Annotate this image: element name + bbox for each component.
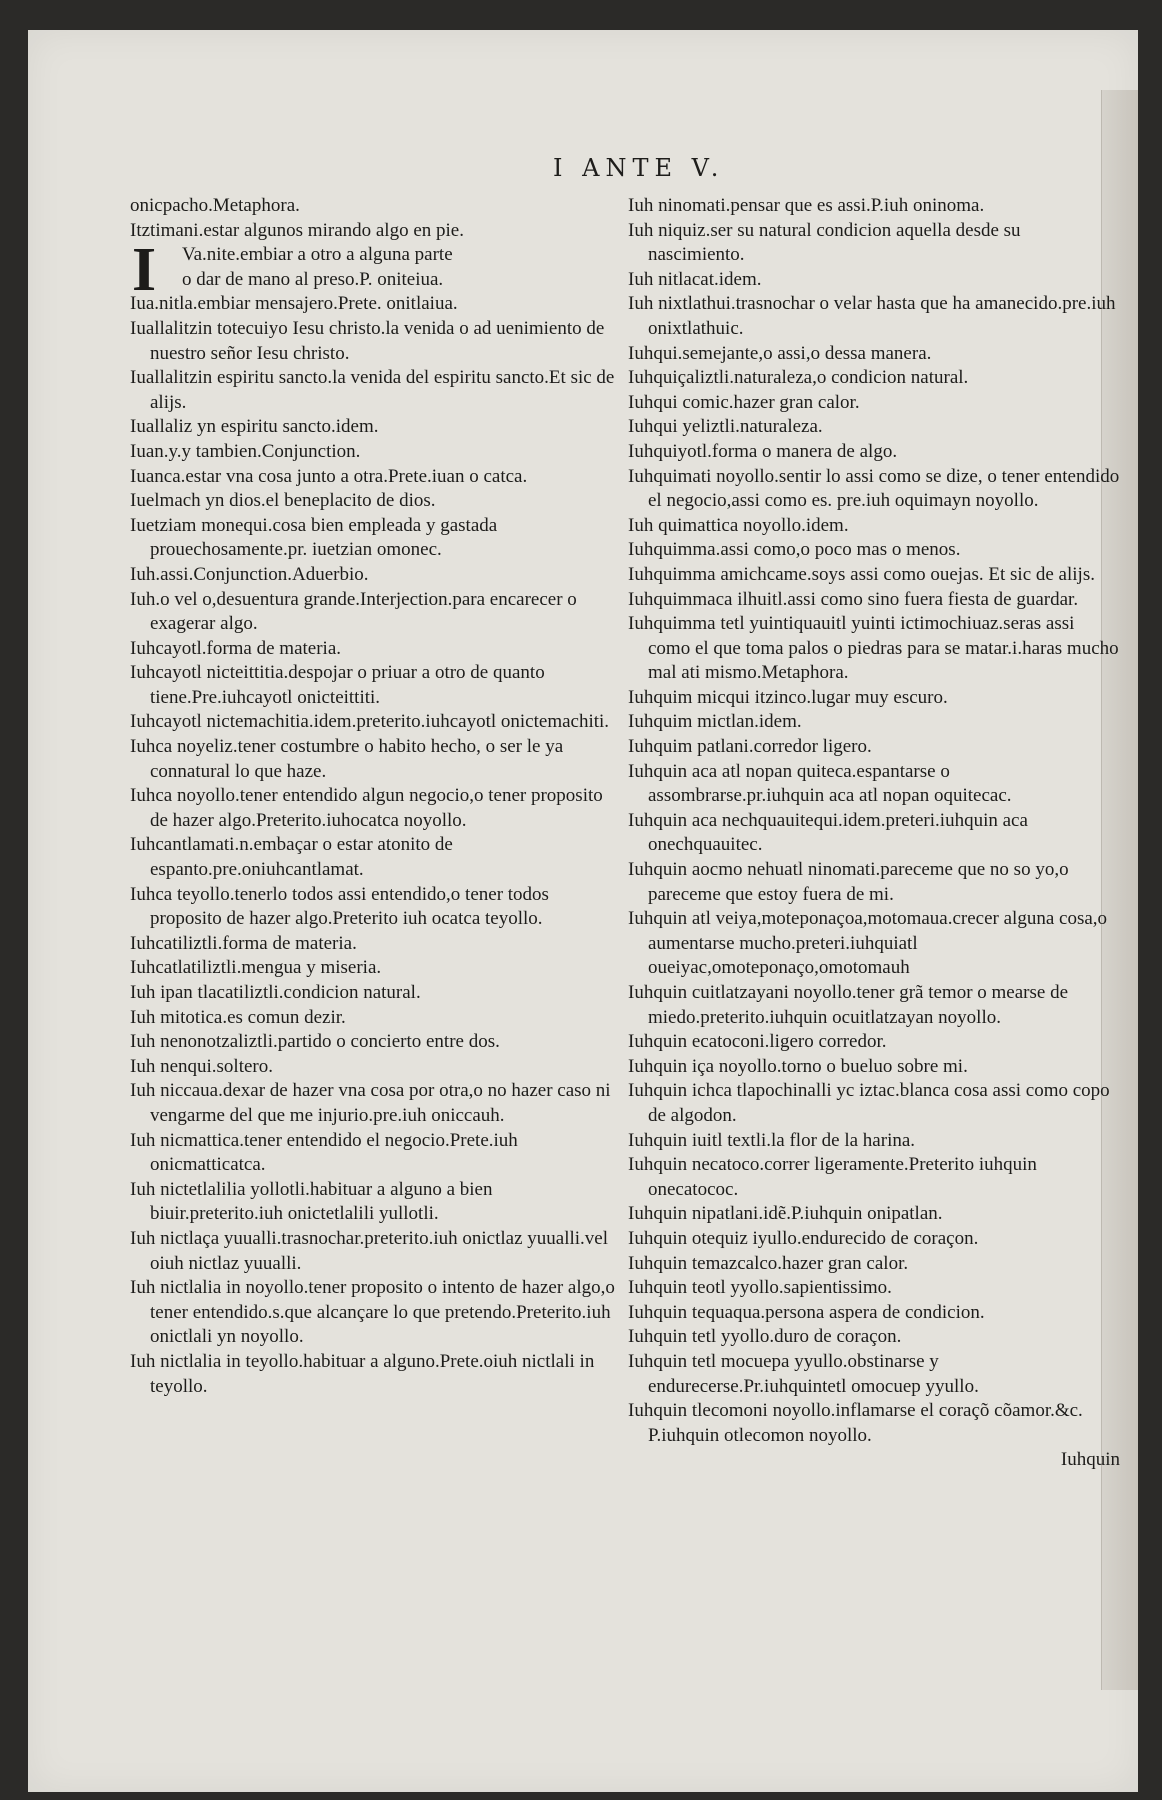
dictionary-entry: Iuhquin aca atl nopan quiteca.espantarse o assombrarse.pr.iuhquin aca atl nopan oquitecac. — [628, 760, 1012, 807]
text-line: onicpacho.Metaphora. — [130, 195, 300, 216]
dictionary-entry: Iuhquiyotl.forma o manera de algo. — [628, 440, 898, 462]
dictionary-entry: Iua.nitla.embiar mensajero.Prete. onitlaiua. — [130, 293, 458, 315]
dropcap-letter: I — [132, 236, 157, 305]
dictionary-entry: Iuhca teyollo.tenerlo todos assi entendido,o tener todos proposito de hazer algo.Preterito iuh ocatca teyollo. — [130, 883, 549, 930]
running-title: I ANTE V. — [553, 154, 725, 182]
dictionary-entry: Iuhqui.semejante,o assi,o dessa manera. — [628, 342, 932, 364]
dictionary-entry: Iuan.y.y tambien.Conjunction. — [130, 440, 361, 462]
dictionary-entry: Iuhqui yeliztli.naturaleza. — [628, 416, 823, 438]
dictionary-entry: Iuhquiçaliztli.naturaleza,o condicion natural. — [628, 367, 969, 389]
dictionary-entry: Iuh niccaua.dexar de hazer vna cosa por otra,o no hazer caso ni vengarme del que me injurio.pre.iuh oniccauh. — [130, 1080, 611, 1126]
dictionary-entry: Iuhquin ichca tlapochinalli yc iztac.blanca cosa assi como copo de algodon. — [628, 1080, 1110, 1126]
dictionary-entry: Iuhcatlatiliztli.mengua y miseria. — [130, 957, 382, 979]
dictionary-entry: Iuhquimati noyollo.sentir lo assi como se dize, o tener entendido el negocio,assi como es. pre.iuh oquimayn noyollo. — [628, 465, 1120, 512]
dictionary-entry: Iuhcayotl nicteittitia.despojar o priuar a otro de quanto tiene.Pre.iuhcayotl onicteittiti. — [130, 662, 545, 708]
dropcap-line: o dar de mano al preso.P. oniteiua. — [182, 268, 444, 290]
dictionary-entry: Iuhca noyollo.tener entendido algun negocio,o tener proposito de hazer algo.Preterito.iuhocatca noyollo. — [130, 785, 603, 831]
dictionary-entry: Iuh nictetlalilia yollotli.habituar a alguno a bien biuir.preterito.iuh onictetlalili yullotli. — [130, 1178, 493, 1225]
dictionary-entry: Iuhquin necatoco.correr ligeramente.Preterito iuhquin onecatococ. — [628, 1154, 1037, 1200]
dictionary-entry: Iuanca.estar vna cosa junto a otra.Prete.iuan o catca. — [130, 465, 528, 487]
dictionary-entry: Iuh nitlacat.idem. — [628, 268, 762, 290]
dictionary-entry: Iuhquimma amichcame.soys assi como ouejas. Et sic de alijs. — [628, 563, 1095, 585]
dictionary-entry: Iuhca noyeliz.tener costumbre o habito hecho, o ser le ya connatural lo que haze. — [130, 736, 564, 782]
left-entries — [130, 292, 620, 1399]
dictionary-entry: Iuallalitzin espiritu sancto.la venida del espiritu sancto.Et sic de alijs. — [130, 367, 615, 413]
dictionary-entry: Iuhquim micqui itzinco.lugar muy escuro. — [628, 686, 948, 708]
dictionary-entry: Iuh nictlalia in noyollo.tener proposito o intento de hazer algo,o tener entendido.s.que alcançare lo que pretendo.Preterito.iuh onictlali yn noyollo. — [130, 1277, 615, 1348]
catchword: Iuhquin — [1060, 1449, 1120, 1471]
dictionary-entry: Iuhquin cuitlatzayani noyollo.tener grã temor o mearse de miedo.preterito.iuhquin ocuitlatzayan noyollo. — [628, 982, 1069, 1028]
dictionary-entry: Iuhquimma.assi como,o poco mas o menos. — [628, 539, 961, 561]
dictionary-entry: Iuhquin aocmo nehuatl ninomati.pareceme que no so yo,o pareceme que estoy fuera de mi. — [628, 859, 1069, 905]
right-entries — [628, 194, 1120, 1448]
dictionary-entry: Iuhqui comic.hazer gran calor. — [628, 391, 860, 413]
dictionary-entry: Iuhcatiliztli.forma de materia. — [130, 932, 357, 954]
dictionary-entry: Iuhquin teotl yyollo.sapientissimo. — [628, 1277, 892, 1299]
dictionary-entry: Iuallalitzin totecuiyo Iesu christo.la venida o ad uenimiento de nuestro señor Iesu christo. — [130, 317, 605, 364]
dictionary-entry: Iuhquimma tetl yuintiquauitl yuinti ictimochiuaz.seras assi como el que toma palos o piedras para se matar.i.haras mucho mal ati mismo.Metaphora. — [628, 613, 1119, 684]
left-column — [130, 194, 620, 1399]
dictionary-entry: Iuh nictlalia in teyollo.habituar a alguno.Prete.oiuh nictlali in teyollo. — [130, 1350, 595, 1397]
dictionary-entry: Iuetziam monequi.cosa bien empleada y gastada prouechosamente.pr. iuetzian omonec. — [130, 514, 498, 561]
dropcap-line: Va.nite.embiar a otro a alguna parte — [182, 244, 453, 266]
dictionary-entry: Iuh nicmattica.tener entendido el negocio.Prete.iuh onicmatticatca. — [130, 1129, 518, 1176]
dictionary-entry: Iuhquin tequaqua.persona aspera de condicion. — [628, 1301, 985, 1323]
dictionary-entry: Iuhquimmaca ilhuitl.assi como sino fuera fiesta de guardar. — [628, 588, 1079, 610]
right-column — [628, 194, 1120, 1473]
dictionary-entry: Itztimani.estar algunos mirando algo en pie. — [130, 219, 464, 241]
dictionary-entry: Iuhquin nipatlani.idẽ.P.iuhquin onipatlan. — [628, 1203, 943, 1225]
dictionary-entry: Iuhquin tlecomoni noyollo.inflamarse el coraçõ cõamor.&c. P.iuhquin otlecomon noyollo. — [628, 1400, 1083, 1446]
dictionary-entry: Iuh ipan tlacatiliztli.condicion natural. — [130, 982, 421, 1003]
dictionary-entry: Iuh nenonotzaliztli.partido o concierto entre dos. — [130, 1031, 500, 1053]
dictionary-entry: Iuhcayotl nictemachitia.idem.preterito.iuhcayotl onictemachiti. — [130, 711, 610, 733]
dictionary-entry: Iuhcantlamati.n.embaçar o estar atonito de espanto.pre.oniuhcantlamat. — [130, 834, 453, 881]
dictionary-entry: Iuh.assi.Conjunction.Aduerbio. — [130, 563, 369, 585]
dictionary-entry: Iuh nictlaça yuualli.trasnochar.preterito.iuh onictlaz yuualli.vel oiuh nictlaz yuualli. — [130, 1227, 608, 1274]
dictionary-entry: Iuallaliz yn espiritu sancto.idem. — [130, 416, 379, 438]
dictionary-entry: Iuh quimattica noyollo.idem. — [628, 514, 849, 536]
dictionary-entry: Iuhcayotl.forma de materia. — [130, 637, 342, 659]
dictionary-entry: Iuhquin iça noyollo.torno o bueluo sobre mi. — [628, 1055, 968, 1077]
book-page — [28, 30, 1138, 1792]
dictionary-entry: Iuelmach yn dios.el beneplacito de dios. — [130, 490, 436, 512]
dictionary-entry: Iuhquin iuitl textli.la flor de la harina. — [628, 1129, 916, 1151]
dictionary-entry: Iuhquin atl veiya,moteponaçoa,motomaua.crecer alguna cosa,o aumentarse mucho.preteri.iuhquiatl oueiyac,omoteponaço,omotomauh — [628, 908, 1108, 979]
dictionary-entry: Iuh niquiz.ser su natural condicion aquella desde su nascimiento. — [628, 219, 1021, 266]
dictionary-entry: Iuhquin tetl yyollo.duro de coraçon. — [628, 1326, 902, 1348]
dictionary-entry: Iuhquim mictlan.idem. — [628, 711, 802, 733]
dictionary-entry: Iuh.o vel o,desuentura grande.Interjection.para encarecer o exagerar algo. — [130, 588, 577, 635]
dictionary-entry: Iuhquin aca nechquauitequi.idem.preteri.iuhquin aca onechquauitec. — [628, 809, 1028, 856]
dictionary-entry: Iuh nenqui.soltero. — [130, 1055, 274, 1077]
dictionary-entry: Iuhquin ecatoconi.ligero corredor. — [628, 1031, 887, 1053]
dictionary-entry: Iuh mitotica.es comun dezir. — [130, 1006, 346, 1028]
dictionary-entry: Iuh nixtlathui.trasnochar o velar hasta que ha amanecido.pre.iuh onixtlathuic. — [628, 293, 1116, 339]
dictionary-entry: Iuhquin temazcalco.hazer gran calor. — [628, 1252, 909, 1274]
dictionary-entry: Iuhquin tetl mocuepa yyullo.obstinarse y endurecerse.Pr.iuhquintetl omocuep yyullo. — [628, 1350, 979, 1397]
dictionary-entry: Iuhquin otequiz iyullo.endurecido de coraçon. — [628, 1227, 979, 1249]
dictionary-entry: Iuh ninomati.pensar que es assi.P.iuh oninoma. — [628, 195, 985, 216]
dictionary-entry: Iuhquim patlani.corredor ligero. — [628, 736, 872, 758]
